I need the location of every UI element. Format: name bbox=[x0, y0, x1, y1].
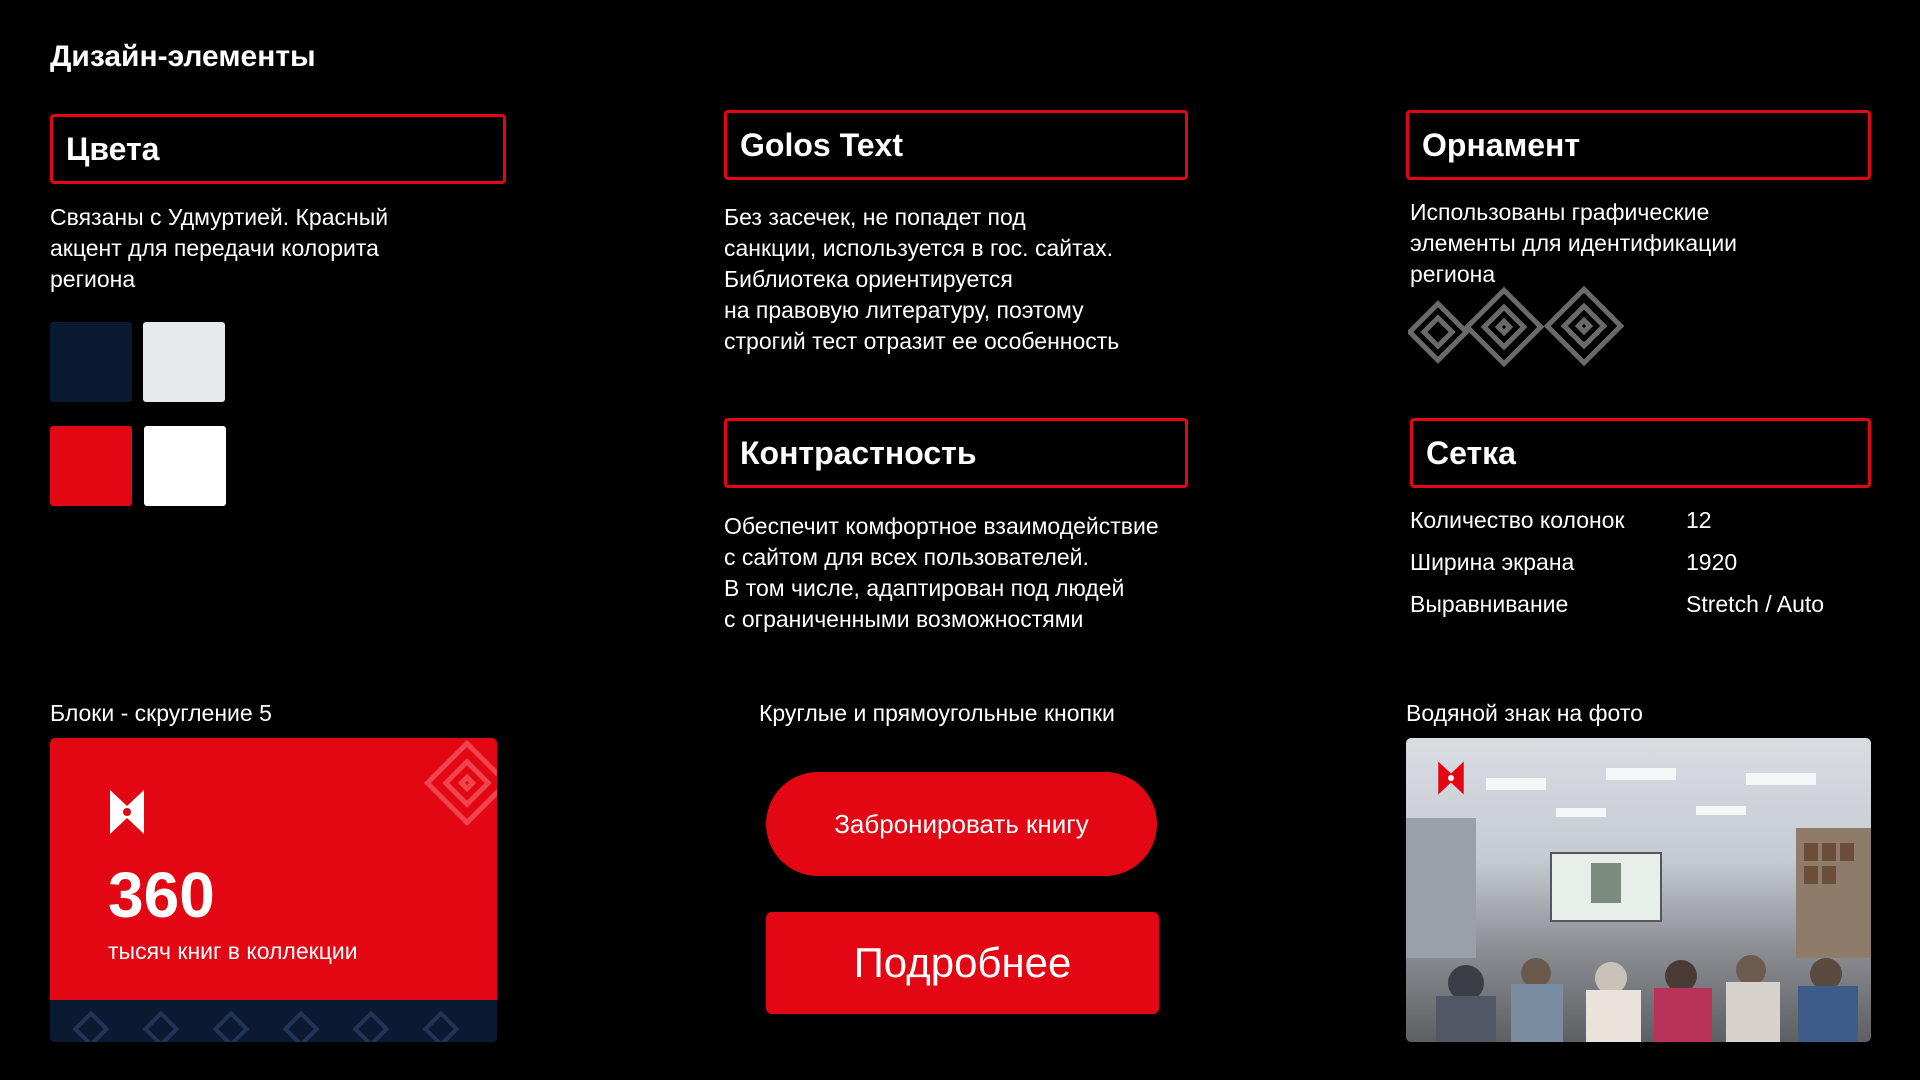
swatch-navy bbox=[50, 322, 132, 402]
stat-ornament-icon bbox=[397, 738, 497, 838]
watermark-caption: Водяной знак на фото bbox=[1406, 700, 1643, 726]
blocks-caption: Блоки - скругление 5 bbox=[50, 700, 272, 726]
stat-text: тысяч книг в коллекции bbox=[108, 938, 358, 964]
swatch-red bbox=[50, 426, 132, 506]
grid-title-box: Сетка bbox=[1410, 418, 1871, 488]
stat-number: 360 bbox=[108, 859, 215, 931]
swatch-white bbox=[144, 426, 226, 506]
page-title: Дизайн-элементы bbox=[50, 40, 316, 73]
stat-ornament-band bbox=[50, 1000, 497, 1042]
ornament-title-box: Орнамент bbox=[1406, 110, 1871, 180]
grid-align-label: Выравнивание bbox=[1410, 591, 1569, 617]
ornament-description: Использованы графические элементы для идентификации регионa bbox=[1410, 199, 1738, 287]
contrast-title-box: Контрастность bbox=[724, 418, 1188, 488]
contrast-description: Обеспечит комфортное взаимодействие с сайтом для всех пользователей. В том числе, адаптирован под людей с ограниченными возможностями bbox=[724, 513, 1159, 632]
ornament-icon bbox=[1408, 282, 1628, 372]
grid-columns-label: Количество колонок bbox=[1410, 507, 1625, 533]
photo-scene bbox=[1406, 738, 1871, 1042]
swatch-light-gray bbox=[143, 322, 225, 402]
stat-block bbox=[50, 738, 497, 1042]
grid-columns-value: 12 bbox=[1686, 507, 1712, 533]
watermark-photo bbox=[1406, 738, 1871, 1042]
more-button[interactable]: Подробнее bbox=[766, 912, 1159, 1014]
font-title-box: Golos Text bbox=[724, 110, 1188, 180]
grid-width-label: Ширина экрана bbox=[1410, 549, 1575, 575]
watermark-logo-icon bbox=[1436, 760, 1466, 796]
logo-icon bbox=[108, 788, 146, 836]
grid-width-value: 1920 bbox=[1686, 549, 1738, 575]
colors-title-box: Цвета bbox=[50, 114, 506, 184]
buttons-caption: Круглые и прямоугольные кнопки bbox=[759, 700, 1115, 726]
band-ornament-icon bbox=[50, 1000, 497, 1042]
colors-description: Связаны с Удмуртией. Красный акцент для передачи колорита региона bbox=[50, 204, 389, 292]
grid-align-value: Stretch / Auto bbox=[1686, 591, 1825, 617]
book-reserve-button[interactable]: Забронировать книгу bbox=[766, 772, 1157, 876]
font-description: Без засечек, не попадет под санкции, используется в гос. сайтах. Библиотека ориентируется на правовую литературу, поэтому строгий тест отразит ее особенность bbox=[724, 204, 1120, 354]
